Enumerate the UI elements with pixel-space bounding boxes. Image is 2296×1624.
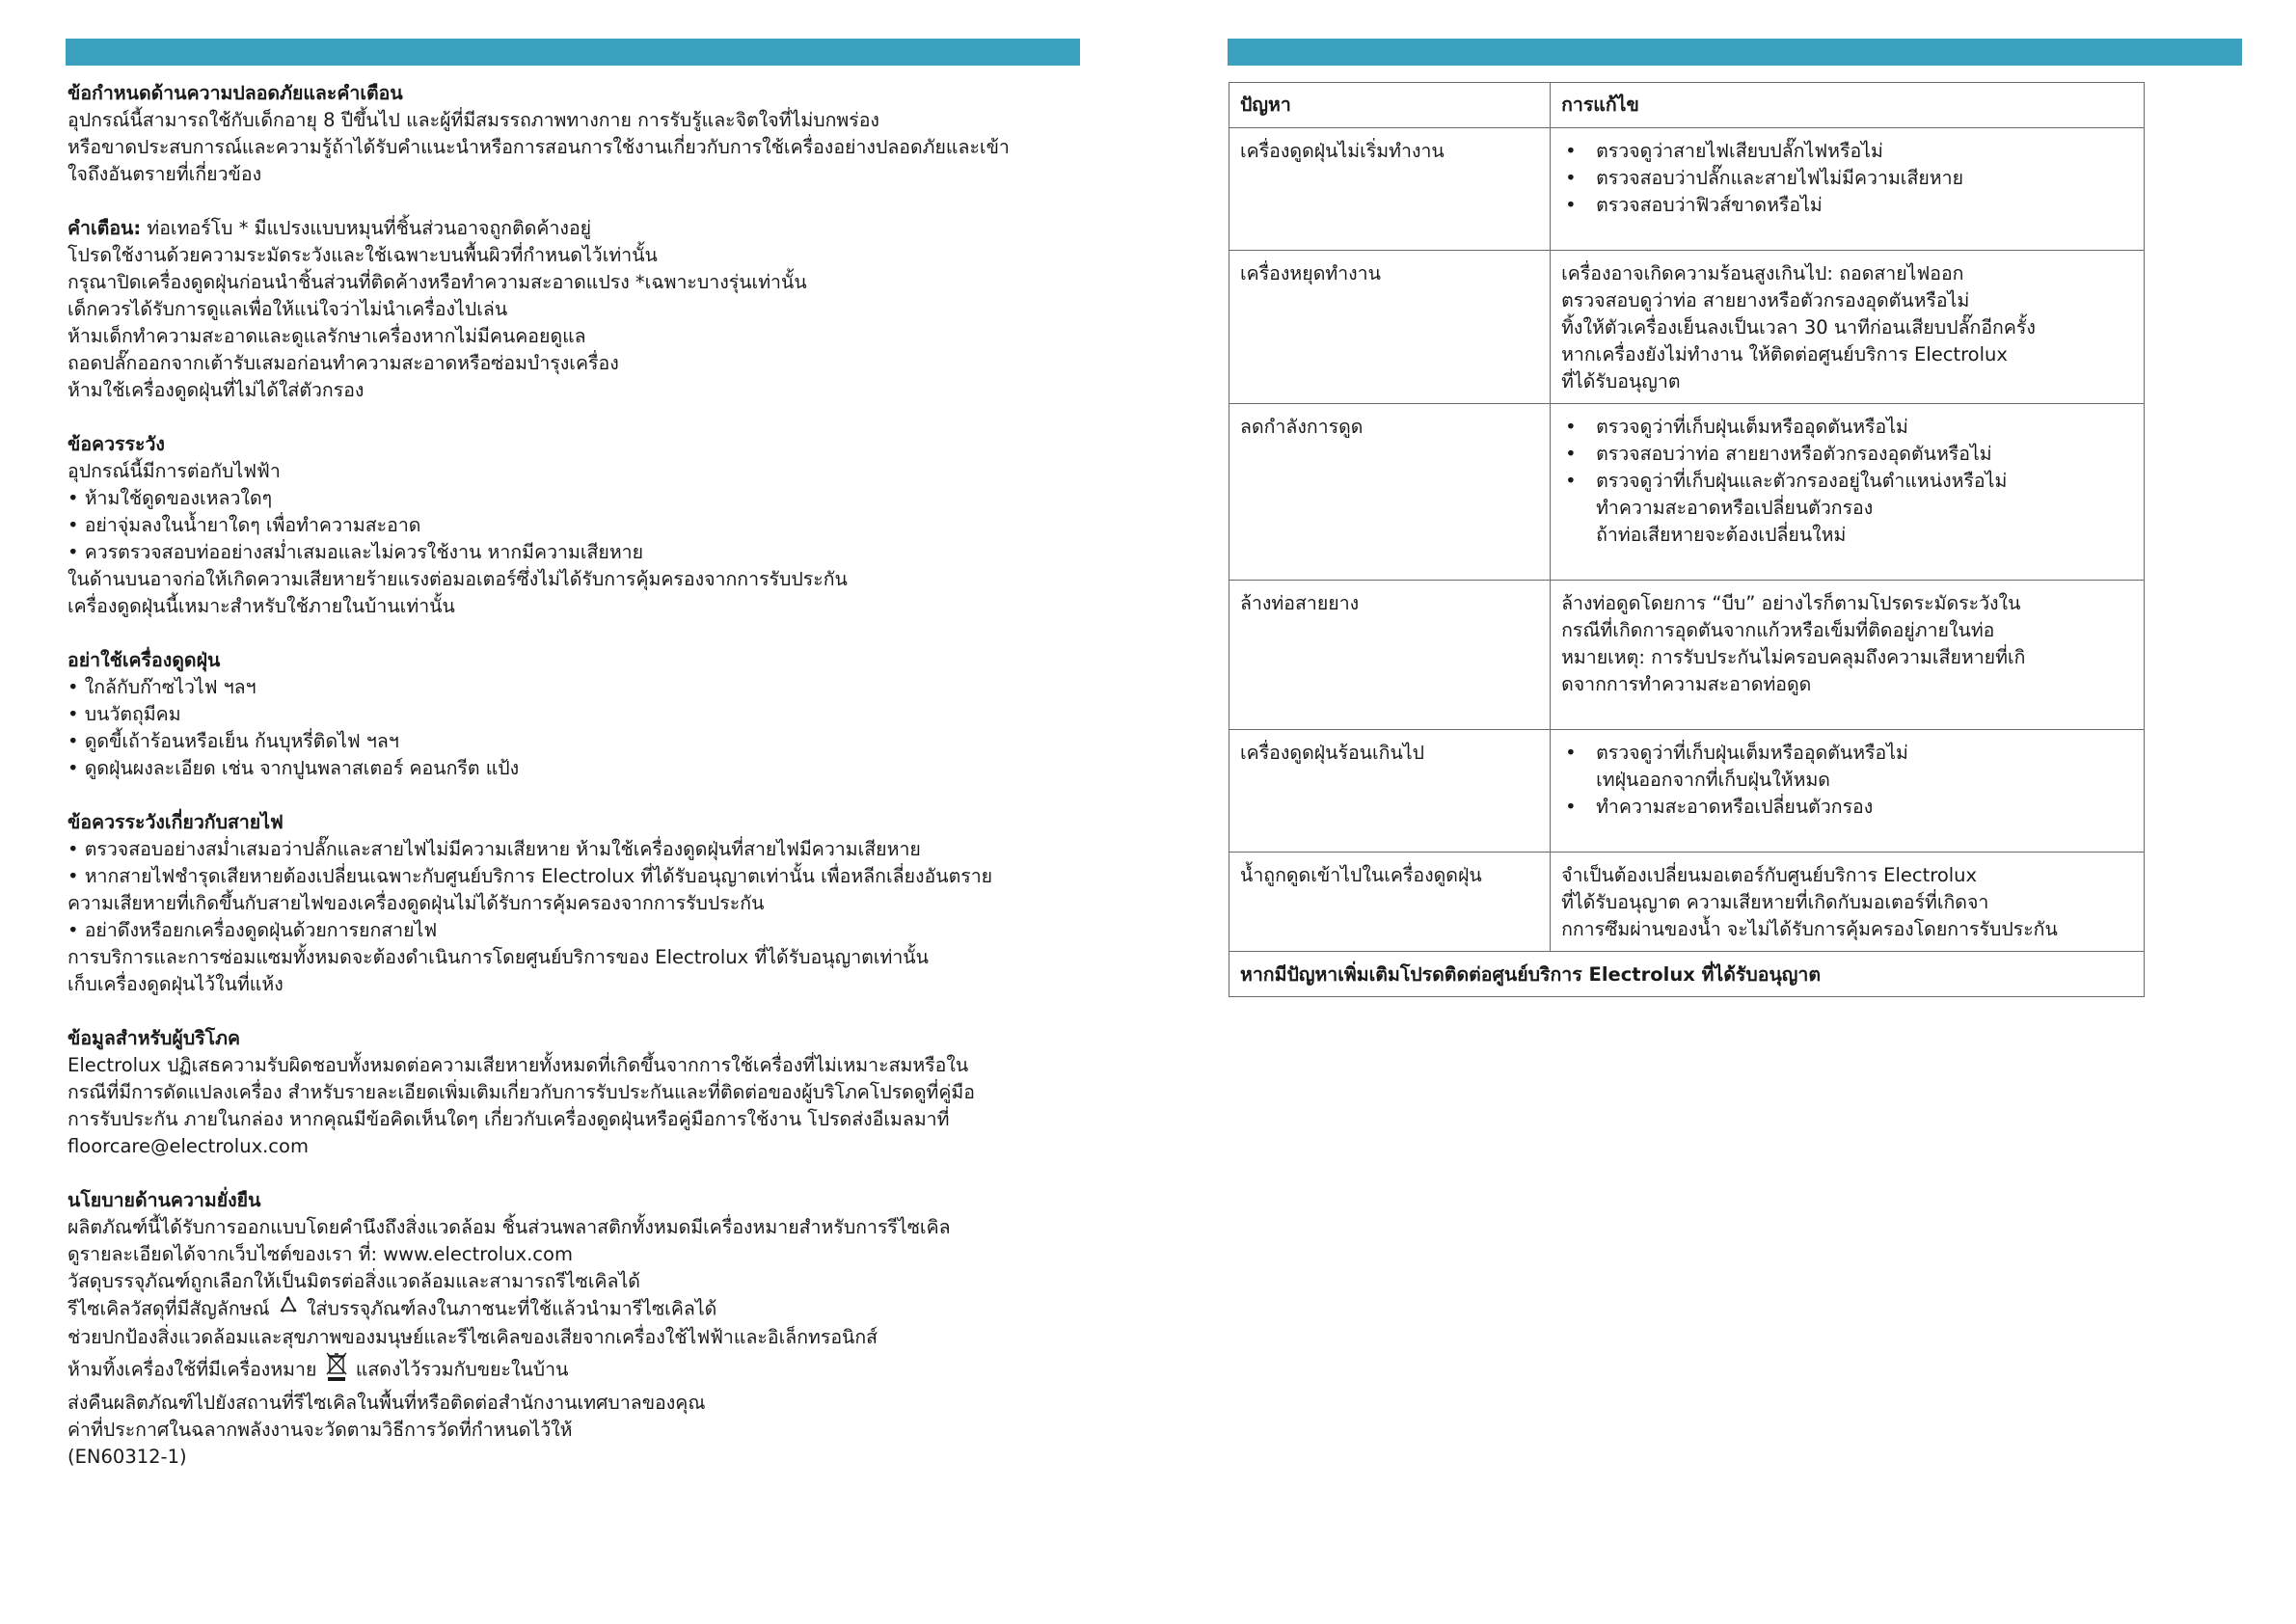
solution-line: ล้างท่อดูดโดยการ “บีบ” อย่างไรก็ตามโปรดระมัดระวังใน — [1561, 592, 2021, 614]
sustainability-line: วัสดุบรรจุภัณฑ์ถูกเลือกให้เป็นมิตรต่อสิ่งแวดล้อมและสามารถรีไซเคิลได้ — [68, 1270, 640, 1292]
solution-line: ดจากการทำความสะอาดท่อดูด — [1561, 673, 1812, 695]
warning-section — [68, 215, 1090, 404]
solution-bullet: • ตรวจสอบว่าปลั๊กและสายไฟไม่มีความเสียหาย — [1596, 165, 2133, 192]
left-column — [68, 80, 1090, 1471]
safety-title: ข้อกำหนดด้านความปลอดภัยและคำเตือน — [68, 82, 403, 104]
cord-line: เก็บเครื่องดูดฝุ่นไว้ในที่แห้ง — [68, 973, 284, 995]
standard-reference: (EN60312-1) — [68, 1446, 187, 1468]
table-row — [1229, 581, 2145, 730]
solution-cell — [1551, 853, 2145, 952]
sustainability-title: นโยบายด้านความยั่งยืน — [68, 1189, 261, 1211]
table-row — [1229, 128, 2145, 251]
caution-title: ข้อควรระวัง — [68, 433, 165, 455]
table-row — [1229, 730, 2145, 853]
safety-line: หรือขาดประสบการณ์และความรู้ถ้าได้รับคำแนะนำหรือการสอนการใช้งานเกี่ยวกับการใช้เครื่องอย่างปลอดภัยและเข้า — [68, 136, 1010, 158]
solution-cell — [1551, 730, 2145, 853]
consumer-email-line: floorcare@electrolux.com — [68, 1135, 309, 1157]
recycle-line — [68, 1295, 1090, 1324]
solution-bullet: • ตรวจสอบว่าท่อ สายยางหรือตัวกรองอุดตันหรือไม่ — [1596, 441, 2133, 468]
cord-line: การบริการและการซ่อมแซมทั้งหมดจะต้องดำเนินการโดยศูนย์บริการของ Electrolux ที่ได้รับอนุญาตเท่านั้น — [68, 946, 929, 968]
solution-bullet: • ทำความสะอาดหรือเปลี่ยนตัวกรอง — [1596, 794, 2133, 821]
cord-title: ข้อควรระวังเกี่ยวกับสายไฟ — [68, 811, 284, 833]
table-header-row — [1229, 83, 2145, 128]
table-row — [1229, 853, 2145, 952]
solution-bullet-continuation: เทฝุ่นออกจากที่เก็บฝุ่นให้หมด — [1596, 769, 1830, 791]
solution-bullet-continuation: ทำความสะอาดหรือเปลี่ยนตัวกรอง — [1596, 497, 1874, 519]
sustainability-line: ผลิตภัณฑ์นี้ได้รับการออกแบบโดยคำนึงถึงสิ่งแวดล้อม ชิ้นส่วนพลาสติกทั้งหมดมีเครื่องหมายสำหรับการรีไซเคิล — [68, 1216, 951, 1238]
caution-line: ในด้านบนอาจก่อให้เกิดความเสียหายร้ายแรงต่อมอเตอร์ซึ่งไม่ได้รับการคุ้มครองจากการรับประกัน — [68, 568, 848, 590]
consumer-title: ข้อมูลสำหรับผู้บริโภค — [68, 1027, 241, 1049]
problem-cell: ลดกำลังการดูด — [1229, 404, 1551, 581]
solution-bullet: • ตรวจดูว่าที่เก็บฝุ่นเต็มหรืออุดตันหรือไม่ — [1596, 740, 2133, 767]
do-not-use-section — [68, 647, 1090, 782]
warning-line: ห้ามเด็กทำความสะอาดและดูแลรักษาเครื่องหากไม่มีคนคอยดูแล — [68, 325, 586, 347]
solution-line: ตรวจสอบดูว่าท่อ สายยางหรือตัวกรองอุดตันหรือไม่ — [1561, 289, 1970, 311]
do-not-use-title: อย่าใช้เครื่องดูดฝุ่น — [68, 649, 221, 671]
right-header-bar — [1228, 39, 2242, 66]
solution-line: เครื่องอาจเกิดความร้อนสูงเกินไป: ถอดสายไฟออก — [1561, 262, 1964, 284]
solution-cell — [1551, 128, 2145, 251]
table-footer-row — [1229, 952, 2145, 997]
bin-line — [68, 1351, 1090, 1390]
solution-line: ที่ได้รับอนุญาต — [1561, 370, 1681, 392]
bin-line-pre: ห้ามทิ้งเครื่องใช้ที่มีเครื่องหมาย — [68, 1358, 317, 1381]
header-solution: การแก้ไข — [1551, 83, 2145, 128]
solution-line: กการซึมผ่านของน้ำ จะไม่ได้รับการคุ้มครองโดยการรับประกัน — [1561, 918, 2058, 940]
solution-bullet: • ตรวจดูว่าที่เก็บฝุ่นเต็มหรืออุดตันหรือไม่ — [1596, 414, 2133, 441]
troubleshooting-table — [1229, 82, 2145, 997]
solution-cell — [1551, 251, 2145, 404]
recycle-icon — [278, 1295, 299, 1324]
cord-line: • ตรวจสอบอย่างสม่ำเสมอว่าปลั๊กและสายไฟไม่มีความเสียหาย ห้ามใช้เครื่องดูดฝุ่นที่สายไฟมีความเสียหาย — [68, 838, 921, 860]
solution-line: หมายเหตุ: การรับประกันไม่ครอบคลุมถึงความเสียหายที่เกิ — [1561, 646, 2026, 668]
consumer-line: Electrolux ปฏิเสธความรับผิดชอบทั้งหมดต่อความเสียหายทั้งหมดที่เกิดขึ้นจากการใช้เครื่องที่ไม่เหมาะสมหรือใน — [68, 1054, 969, 1076]
safety-section — [68, 80, 1090, 188]
solution-line: จำเป็นต้องเปลี่ยนมอเตอร์กับศูนย์บริการ Electrolux — [1561, 864, 1978, 886]
recycle-line-post: ใส่บรรจุภัณฑ์ลงในภาชนะที่ใช้แล้วนำมารีไซเคิลได้ — [307, 1297, 717, 1320]
troubleshooting-table-wrap — [1229, 82, 2145, 997]
caution-line: อุปกรณ์นี้มีการต่อกับไฟฟ้า — [68, 460, 281, 482]
warning-line: เด็กควรได้รับการดูแลเพื่อให้แน่ใจว่าไม่นำเครื่องไปเล่น — [68, 298, 508, 320]
do-not-use-line: • ใกล้กับก๊าซไวไฟ ฯลฯ — [68, 676, 257, 698]
safety-line: อุปกรณ์นี้สามารถใช้กับเด็กอายุ 8 ปีขึ้นไป และผู้ที่มีสมรรถภาพทางกาย การรับรู้และจิตใจที่ไม่บกพร่อง — [68, 109, 879, 131]
solution-cell — [1551, 404, 2145, 581]
sustainability-line: ค่าที่ประกาศในฉลากพลังงานจะวัดตามวิธีการวัดที่กำหนดไว้ให้ — [68, 1419, 573, 1441]
cord-section — [68, 809, 1090, 998]
caution-line: เครื่องดูดฝุ่นนี้เหมาะสำหรับใช้ภายในบ้านเท่านั้น — [68, 595, 455, 617]
table-footer-note: หากมีปัญหาเพิ่มเติมโปรดติดต่อศูนย์บริการ Electrolux ที่ได้รับอนุญาต — [1229, 952, 2145, 997]
sustainability-line: ดูรายละเอียดได้จากเว็บไซต์ของเรา ที่: www.electrolux.com — [68, 1243, 573, 1265]
caution-section — [68, 431, 1090, 620]
caution-line: • อย่าจุ่มลงในน้ำยาใดๆ เพื่อทำความสะอาด — [68, 514, 421, 536]
warning-first-text: ท่อเทอร์โบ * มีแปรงแบบหมุนที่ชิ้นส่วนอาจถูกติดค้างอยู่ — [141, 217, 592, 239]
left-header-bar — [66, 39, 1080, 66]
cord-line: • อย่าดึงหรือยกเครื่องดูดฝุ่นด้วยการยกสายไฟ — [68, 919, 438, 941]
cord-line: • หากสายไฟชำรุดเสียหายต้องเปลี่ยนเฉพาะกับศูนย์บริการ Electrolux ที่ได้รับอนุญาตเท่านั้น เพื่อหลีกเลี่ยงอันตราย — [68, 865, 993, 887]
solution-line: หากเครื่องยังไม่ทำงาน ให้ติดต่อศูนย์บริการ Electrolux — [1561, 343, 2008, 365]
do-not-use-line: • ดูดฝุ่นผงละเอียด เช่น จากปูนพลาสเตอร์ คอนกรีต แป้ง — [68, 757, 520, 779]
safety-line: ใจถึงอันตรายที่เกี่ยวข้อง — [68, 163, 262, 185]
sustainability-line: ช่วยปกป้องสิ่งแวดล้อมและสุขภาพของมนุษย์และรีไซเคิลของเสียจากเครื่องใช้ไฟฟ้าและอิเล็กทรอนิกส์ — [68, 1326, 878, 1348]
sustainability-section — [68, 1187, 1090, 1471]
consumer-line: กรณีที่มีการดัดแปลงเครื่อง สำหรับรายละเอียดเพิ่มเติมเกี่ยวกับการรับประกันและที่ติดต่อของผู้บริโภคโปรดดูที่คู่มือ — [68, 1081, 975, 1103]
problem-cell: เครื่องหยุดทำงาน — [1229, 251, 1551, 404]
consumer-section — [68, 1025, 1090, 1160]
header-problem: ปัญหา — [1229, 83, 1551, 128]
consumer-line: การรับประกัน ภายในกล่อง หากคุณมีข้อคิดเห็นใดๆ เกี่ยวกับเครื่องดูดฝุ่นหรือคู่มือการใช้งาน โปรดส่งอีเมลมาที่ — [68, 1108, 950, 1130]
warning-line: ห้ามใช้เครื่องดูดฝุ่นที่ไม่ได้ใส่ตัวกรอง — [68, 379, 365, 401]
solution-bullet-continuation: ถ้าท่อเสียหายจะต้องเปลี่ยนใหม่ — [1596, 524, 1847, 546]
problem-cell: เครื่องดูดฝุ่นไม่เริ่มทำงาน — [1229, 128, 1551, 251]
do-not-use-line: • ดูดขี้เถ้าร้อนหรือเย็น ก้นบุหรี่ติดไฟ ฯลฯ — [68, 730, 399, 752]
caution-line: • ห้ามใช้ดูดของเหลวใดๆ — [68, 487, 273, 509]
do-not-use-line: • บนวัตถุมีคม — [68, 703, 181, 725]
solution-bullet: • ตรวจดูว่าสายไฟเสียบปลั๊กไฟหรือไม่ — [1596, 138, 2133, 165]
warning-line: ถอดปลั๊กออกจากเต้ารับเสมอก่อนทำความสะอาดหรือซ่อมบำรุงเครื่อง — [68, 352, 619, 374]
warning-label: คำเตือน: — [68, 217, 142, 239]
caution-line: • ควรตรวจสอบท่ออย่างสม่ำเสมอและไม่ควรใช้งาน หากมีความเสียหาย — [68, 541, 644, 563]
solution-bullet: • ตรวจสอบว่าฟิวส์ขาดหรือไม่ — [1596, 192, 2133, 219]
problem-cell: เครื่องดูดฝุ่นร้อนเกินไป — [1229, 730, 1551, 853]
bin-line-post: แสดงไว้รวมกับขยะในบ้าน — [355, 1358, 569, 1381]
warning-first-line — [68, 215, 1090, 242]
sustainability-line: ส่งคืนผลิตภัณฑ์ไปยังสถานที่รีไซเคิลในพื้นที่หรือติดต่อสำนักงานเทศบาลของคุณ — [68, 1392, 706, 1414]
solution-cell — [1551, 581, 2145, 730]
table-row — [1229, 251, 2145, 404]
recycle-line-pre: รีไซเคิลวัสดุที่มีสัญลักษณ์ — [68, 1297, 270, 1320]
solution-line: ที่ได้รับอนุญาต ความเสียหายที่เกิดกับมอเตอร์ที่เกิดจา — [1561, 891, 1989, 913]
solution-bullet: • ตรวจดูว่าที่เก็บฝุ่นและตัวกรองอยู่ในตำแหน่งหรือไม่ — [1596, 468, 2133, 495]
problem-cell: ล้างท่อสายยาง — [1229, 581, 1551, 730]
crossed-bin-icon — [325, 1351, 348, 1390]
solution-line: ทิ้งให้ตัวเครื่องเย็นลงเป็นเวลา 30 นาทีก่อนเสียบปลั๊กอีกครั้ง — [1561, 316, 2036, 338]
warning-line: โปรดใช้งานด้วยความระมัดระวังและใช้เฉพาะบนพื้นผิวที่กำหนดไว้เท่านั้น — [68, 244, 658, 266]
table-row — [1229, 404, 2145, 581]
warning-line: กรุณาปิดเครื่องดูดฝุ่นก่อนนำชิ้นส่วนที่ติดค้างหรือทำความสะอาดแปรง *เฉพาะบางรุ่นเท่านั้น — [68, 271, 807, 293]
cord-line: ความเสียหายที่เกิดขึ้นกับสายไฟของเครื่องดูดฝุ่นไม่ได้รับการคุ้มครองจากการรับประกัน — [68, 892, 765, 914]
solution-line: กรณีที่เกิดการอุดตันจากแก้วหรือเข็มที่ติดอยู่ภายในท่อ — [1561, 619, 1995, 641]
problem-cell: น้ำถูกดูดเข้าไปในเครื่องดูดฝุ่น — [1229, 853, 1551, 952]
